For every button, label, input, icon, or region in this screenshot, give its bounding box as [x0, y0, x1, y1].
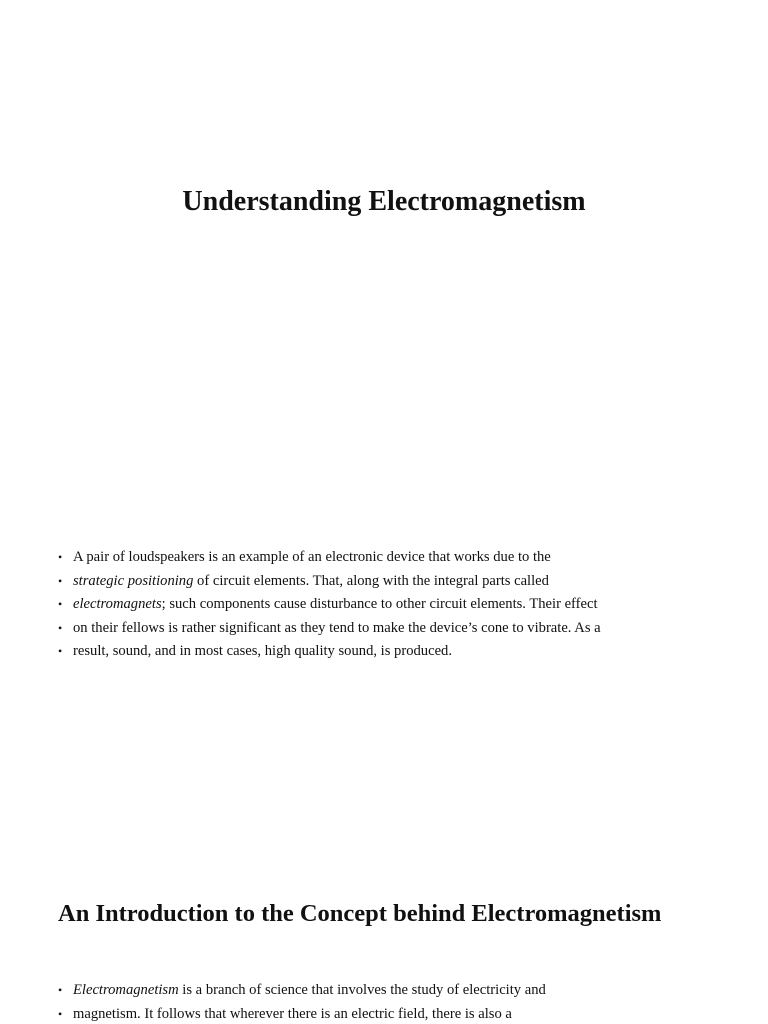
- bullet-icon: •: [58, 597, 63, 612]
- section-heading: An Introduction to the Concept behind Electromagnetism: [58, 900, 662, 927]
- bullet-icon: •: [58, 620, 63, 635]
- list-item-emphasis: Electromagnetism: [73, 982, 179, 998]
- list-item: [58, 640, 718, 664]
- bullet-icon: •: [58, 1006, 63, 1021]
- list-item-text: is a branch of science that involves the study of electricity and: [178, 982, 546, 998]
- list-item: [58, 617, 718, 641]
- bullet-icon: •: [58, 644, 63, 659]
- list-item: [58, 1003, 718, 1024]
- list-item: [58, 979, 718, 1003]
- bullet-icon: •: [58, 550, 63, 564]
- list-item-text: ; such components cause disturbance to other circuit elements. Their effect: [161, 596, 598, 613]
- bullet-icon: •: [58, 573, 63, 588]
- list-item-emphasis: strategic positioning: [73, 572, 194, 589]
- bullet-icon: •: [58, 983, 63, 997]
- list-item-text: A pair of loudspeakers is an example of an electronic device that works due to the: [73, 549, 551, 565]
- list-item: [58, 593, 718, 617]
- list-item: [58, 570, 718, 594]
- list-item-emphasis: electromagnets: [73, 596, 162, 613]
- list-item-text: magnetism. It follows that wherever there is an electric field, there is also a: [73, 1005, 512, 1022]
- list-item-text: result, sound, and in most cases, high quality sound, is produced.: [73, 643, 452, 660]
- list-item: [58, 546, 718, 570]
- document-title: Understanding Electromagnetism: [182, 186, 586, 217]
- section-bullet-list: [58, 979, 718, 1024]
- list-item-text: of circuit elements. That, along with the integral parts called: [193, 572, 549, 589]
- list-item-text: on their fellows is rather significant as they tend to make the device’s cone to vibrate. As a: [73, 619, 601, 636]
- intro-bullet-list: [58, 546, 718, 664]
